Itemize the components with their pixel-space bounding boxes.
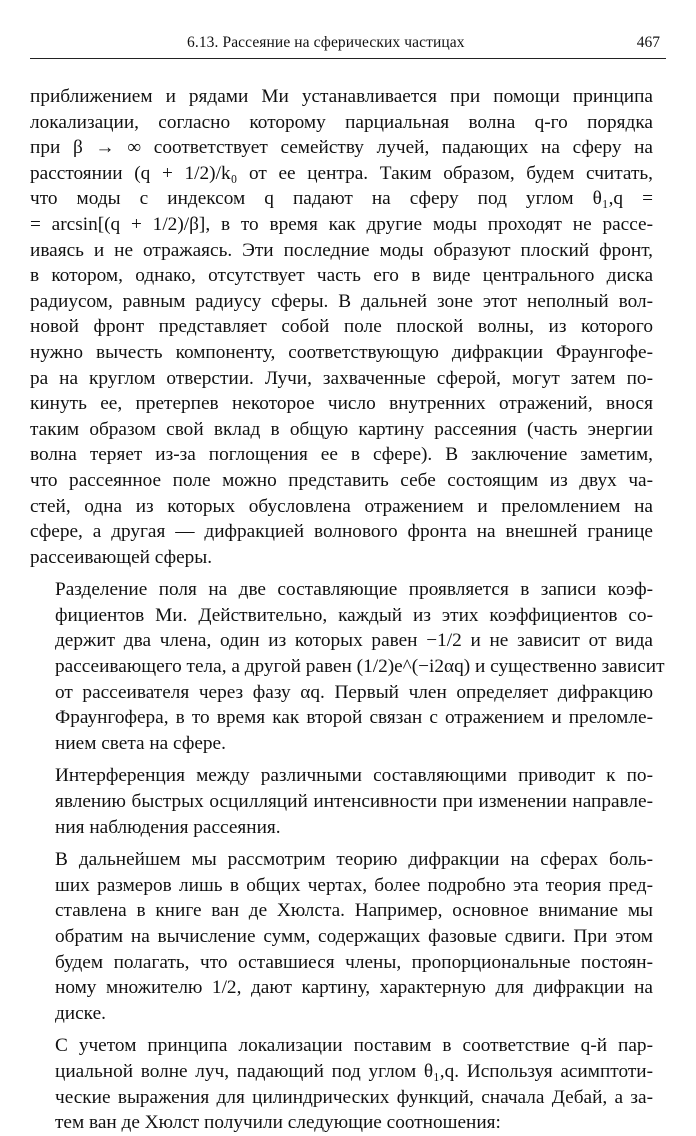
text-line: стей, одна из которых обусловлена отражением и преломлением на (30, 495, 653, 517)
text-line: в котором, однако, отсутствует часть его в виде центрального диска (30, 265, 653, 287)
text-line: рассеивающего тела, а другой равен (1/2)e^(−i2αq) и существенно зависит (55, 656, 665, 678)
text-line: обратим на вычисление сумм, содержащих фазовые сдвиги. При этом (55, 926, 653, 947)
text-line: Разделение поля на две составляющие проявляется в записи коэф- (55, 579, 653, 601)
text-line: тем ван де Хюлст получили следующие соотношения: (55, 1112, 501, 1134)
text-line: Фраунгофера, в то время как второй связан с отражением и преломле- (55, 707, 653, 729)
text-line: ставлена в книге ван де Хюлста. Например, основное внимание мы (55, 900, 653, 922)
text-line: ра на круглом отверстии. Лучи, захваченные сферой, могут затем по- (30, 367, 653, 389)
text-line: что рассеянное поле можно представить себе состоящим из двух ча- (30, 469, 653, 491)
text-line: кинуть ее, претерпев некоторое число внутренних отражений, внося (30, 393, 653, 415)
text-line: радиусом, равным радиусу сферы. В дальней зоне этот неполный вол- (30, 290, 653, 312)
text-line: что моды с индексом q падают на сферу под углом θ₁,q = (30, 188, 653, 210)
body-text (30, 84, 665, 1136)
text-line: волна теряет из-за поглощения ее в сфере). В заключение заметим, (30, 444, 653, 466)
paragraph-3 (30, 763, 653, 840)
text-line: Интерференция между различными составляющими приводит к по- (55, 765, 653, 787)
text-line: таким образом свой вклад в общую картину рассеяния (часть энергии (30, 418, 653, 440)
text-line: нужно вычесть компоненту, соответствующую дифракции Фраунгофе- (30, 341, 653, 363)
text-line: нием света на сфере. (55, 732, 226, 754)
text-line: ния наблюдения рассеяния. (55, 816, 281, 838)
text-line: диске. (55, 1002, 106, 1024)
text-line: фициентов Ми. Действительно, каждый из этих коэффициентов со- (55, 604, 653, 626)
text-line: ческие выражения для цилиндрических функций, сначала Дебай, а за- (55, 1086, 653, 1108)
text-line: В дальнейшем мы рассмотрим теорию дифракции на сферах боль- (55, 849, 653, 871)
text-line: С учетом принципа локализации поставим в соответствие q-й пар- (55, 1035, 653, 1057)
paragraph-2 (30, 577, 665, 756)
text-line: явлению быстрых осцилляций интенсивности при изменении направле- (55, 791, 653, 813)
text-line: сфере, а другая — дифракцией волнового фронта на внешней границе (30, 521, 653, 543)
running-header (30, 34, 666, 59)
text-line: иваясь и не отражаясь. Эти последние моды образуют плоский фронт, (30, 239, 653, 261)
page-number: 467 (636, 34, 660, 51)
text-line: новой фронт представляет собой поле плоской волны, из которого (30, 316, 653, 338)
text-line: при β → ∞ соответствует семейству лучей, падающих на сферу на (30, 137, 653, 159)
text-line: рассеивающей сферы. (30, 546, 213, 568)
text-line: ших размеров лишь в общих чертах, более подробно эта теория пред- (55, 874, 653, 896)
running-title: 6.13. Рассеяние на сферических частицах (187, 34, 465, 51)
paragraph-1 (30, 84, 653, 570)
paragraph-5 (30, 1033, 653, 1135)
text-line: ному множителю 1/2, дают картину, характерную для дифракции на (55, 977, 653, 999)
text-line: приближением и рядами Ми устанавливается при помощи принципа (30, 86, 653, 107)
text-line: расстоянии (q + 1/2)/k₀ от ее центра. Таким образом, будем считать, (30, 162, 653, 184)
text-line: локализации, согласно которому парциальная волна q-го порядка (30, 111, 653, 133)
text-line: = arcsin[(q + 1/2)/β], в то время как другие моды проходят не рассе- (30, 213, 653, 235)
text-line: циальной волне луч, падающий под углом θ₁,q. Используя асимптоти- (55, 1060, 653, 1082)
text-line: будем полагать, что оставшиеся члены, пропорциональные постоян- (55, 951, 653, 973)
text-line: держит два члена, один из которых равен −1/2 и не зависит от вида (55, 630, 653, 652)
text-line: от рассеивателя через фазу αq. Первый член определяет дифракцию (55, 681, 653, 703)
